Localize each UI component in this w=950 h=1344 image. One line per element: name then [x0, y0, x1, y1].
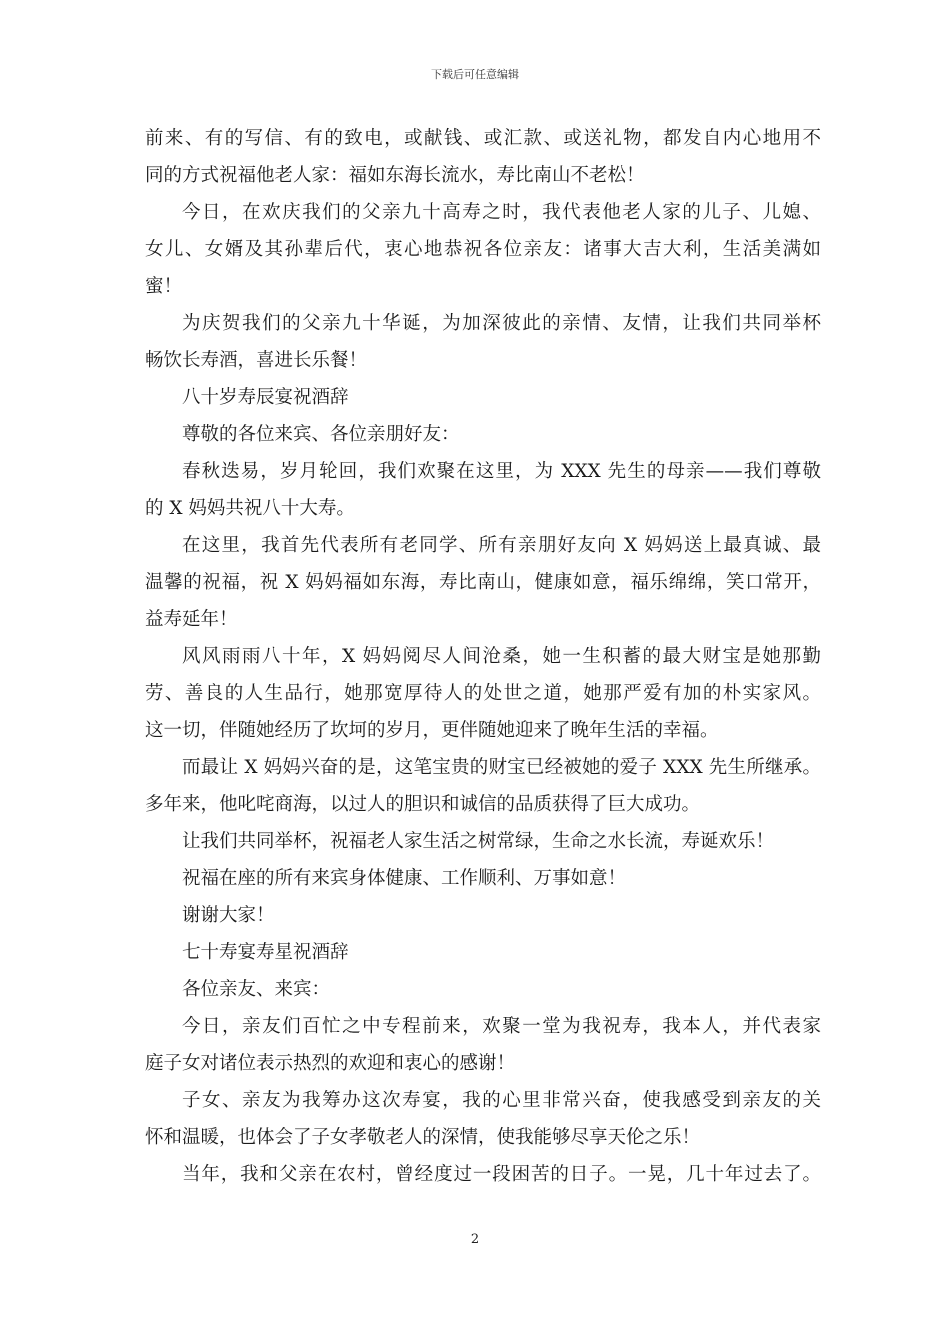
text-line: 温馨的祝福，祝 X 妈妈福如东海，寿比南山，健康如意，福乐绵绵，笑口常开，: [145, 572, 821, 593]
text-line: 同的方式祝福他老人家：福如东海长流水，寿比南山不老松！: [145, 165, 645, 186]
text-line: 前来、有的写信、有的致电，或献钱、或汇款、或送礼物，都发自内心地用不: [145, 128, 821, 149]
text-line: 当年，我和父亲在农村，曾经度过一段困苦的日子。一晃，几十年过去了。: [182, 1164, 821, 1185]
text-line: 怀和温暖，也体会了子女孝敬老人的深情，使我能够尽享天伦之乐！: [145, 1127, 701, 1148]
text-line: 春秋迭易，岁月轮回，我们欢聚在这里，为 XXX 先生的母亲——我们尊敬: [182, 461, 821, 482]
text-line: 益寿延年！: [145, 609, 238, 630]
salutation: 尊敬的各位来宾、各位亲朋好友：: [182, 424, 460, 445]
text-line: 而最让 X 妈妈兴奋的是，这笔宝贵的财宝已经被她的爱子 XXX 先生所继承。: [182, 757, 821, 778]
text-line: 多年来，他叱咤商海，以过人的胆识和诚信的品质获得了巨大成功。: [145, 794, 701, 815]
salutation: 各位亲友、来宾：: [182, 979, 331, 1000]
text-line: 庭子女对诸位表示热烈的欢迎和衷心的感谢！: [145, 1053, 516, 1074]
text-line: 的 X 妈妈共祝八十大寿。: [145, 498, 355, 519]
text-line: 畅饮长寿酒，喜进长乐餐！: [145, 350, 368, 371]
text-line: 今日，在欢庆我们的父亲九十高寿之时，我代表他老人家的儿子、儿媳、: [182, 202, 821, 223]
text-line: 今日，亲友们百忙之中专程前来，欢聚一堂为我祝寿，我本人，并代表家: [182, 1016, 821, 1037]
text-line: 让我们共同举杯，祝福老人家生活之树常绿，生命之水长流，寿诞欢乐！: [182, 831, 775, 852]
text-line: 风风雨雨八十年，X 妈妈阅尽人间沧桑，她一生积蓄的最大财宝是她那勤: [182, 646, 821, 667]
text-line: 劳、善良的人生品行，她那宽厚待人的处世之道，她那严爱有加的朴实家风。: [145, 683, 821, 704]
page-header: 下载后可任意编辑: [431, 68, 519, 81]
section-heading: 七十寿宴寿星祝酒辞: [182, 942, 349, 963]
text-line: 子女、亲友为我筹办这次寿宴，我的心里非常兴奋，使我感受到亲友的关: [182, 1090, 821, 1111]
page-number: 2: [470, 1232, 480, 1247]
text-line: 谢谢大家！: [182, 905, 275, 926]
text-line: 祝福在座的所有来宾身体健康、工作顺利、万事如意！: [182, 868, 627, 889]
text-line: 女儿、女婿及其孙辈后代，衷心地恭祝各位亲友：诸事大吉大利，生活美满如: [145, 239, 821, 260]
section-heading: 八十岁寿辰宴祝酒辞: [182, 387, 349, 408]
text-line: 蜜！: [145, 276, 183, 297]
document-body: [145, 120, 821, 1193]
text-line: 在这里，我首先代表所有老同学、所有亲朋好友向 X 妈妈送上最真诚、最: [182, 535, 821, 556]
text-line: 为庆贺我们的父亲九十华诞，为加深彼此的亲情、友情，让我们共同举杯: [182, 313, 821, 334]
text-line: 这一切，伴随她经历了坎坷的岁月，更伴随她迎来了晚年生活的幸福。: [145, 720, 719, 741]
